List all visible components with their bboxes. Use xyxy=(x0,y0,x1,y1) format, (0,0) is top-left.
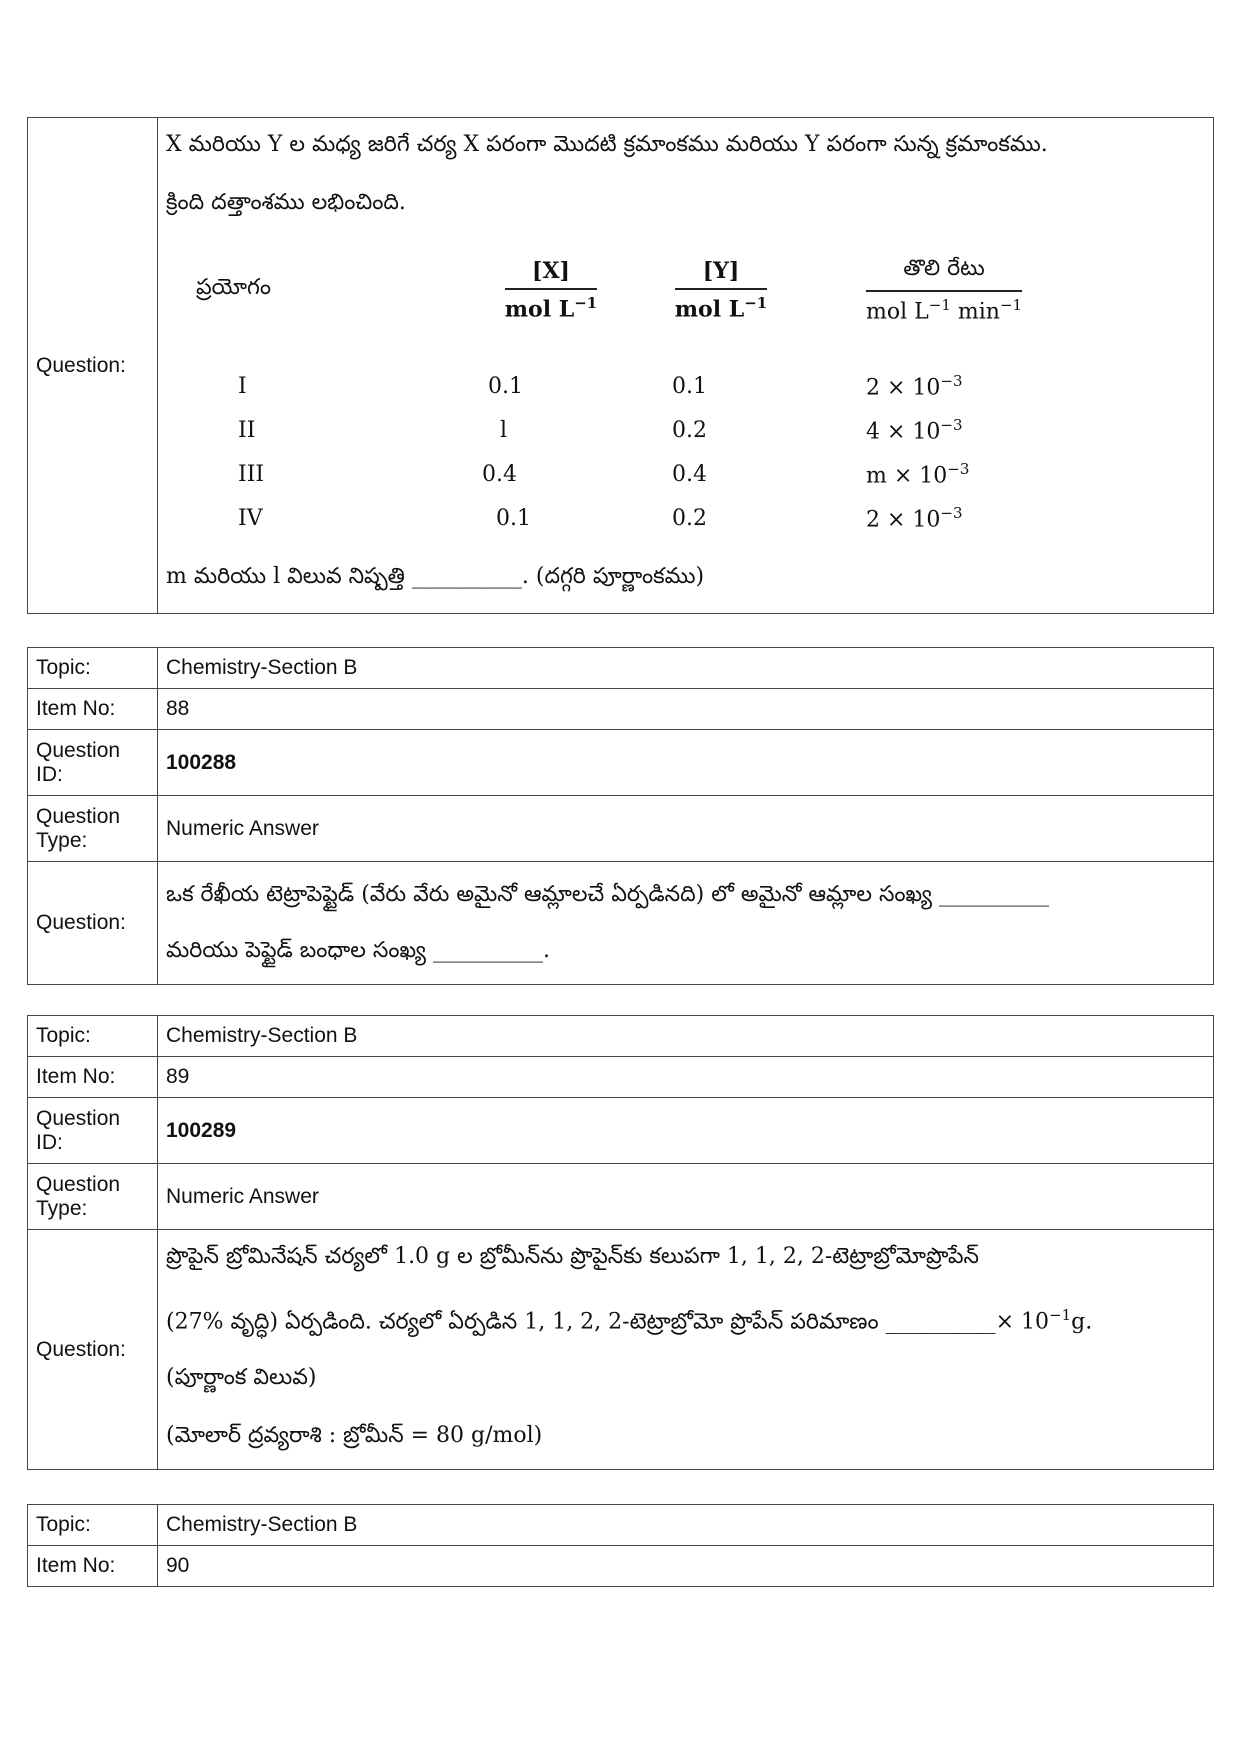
question-line-2: మరియు పెప్టైడ్ బంధాల సంఖ్య __________. xyxy=(166,938,550,963)
question-block-87 xyxy=(27,117,1214,614)
cell-rate: $2 \times 10^{-3}$ xyxy=(866,503,963,533)
question-line-1: ప్రొపైన్ బ్రోమినేషన్ చర్యలో 1.0 g ల బ్రోమీన్‌ను ప్రొపైన్‌కు కలుపగా 1, 1, 2, 2-టెట్రాబ్రోమోప్రొపేన్ xyxy=(166,1244,979,1269)
question-type-label: Question Type: xyxy=(28,1164,158,1230)
col-rate-header: $\frac{\text{తొలి రేటు}}{mol L^{-1} \min^{-1}}$ xyxy=(866,255,1023,325)
question-body xyxy=(158,862,1214,985)
cell-exp: II xyxy=(238,417,256,443)
table-row xyxy=(176,496,1036,540)
cell-x: l xyxy=(500,417,508,443)
table-row xyxy=(176,364,1036,408)
question-body xyxy=(158,118,1214,614)
topic-value: Chemistry-Section B xyxy=(158,1505,1214,1546)
question-line-4: (మోలార్ ద్రవ్యరాశి : బ్రోమీన్ = 80 g/mol) xyxy=(166,1423,543,1449)
cell-rate: $4 \times 10^{-3}$ xyxy=(866,415,963,445)
question-label: Question: xyxy=(28,1230,158,1470)
col-x-header: $\frac{[X]}{mol L^{-1}}$ xyxy=(504,257,598,323)
cell-x: 0.1 xyxy=(496,505,531,531)
question-line-2: క్రింది దత్తాంశము లభించింది. xyxy=(166,190,406,215)
question-line-2: (27% వృద్ధి) ఏర్పడింది. చర్యలో ఏర్పడిన 1, 1, 2, 2-టెట్రాబ్రోమో ప్రొపేన్ పరిమాణం __________× $10^{-1}g$. xyxy=(166,1306,1093,1335)
table-row xyxy=(176,408,1036,452)
item-no-value: 89 xyxy=(158,1057,1214,1098)
question-block-90 xyxy=(27,1504,1214,1587)
rate-data-table xyxy=(176,244,1036,540)
question-block-88 xyxy=(27,647,1214,985)
item-no-label: Item No: xyxy=(28,689,158,730)
question-id-value: 100289 xyxy=(158,1098,1214,1164)
question-body xyxy=(158,1230,1214,1470)
question-id-value: 100288 xyxy=(158,730,1214,796)
col-y-header: $\frac{[Y]}{mol L^{-1}}$ xyxy=(674,257,768,323)
cell-y: 0.2 xyxy=(672,505,707,531)
topic-label: Topic: xyxy=(28,648,158,689)
topic-value: Chemistry-Section B xyxy=(158,1016,1214,1057)
cell-y: 0.4 xyxy=(672,461,707,487)
item-no-label: Item No: xyxy=(28,1057,158,1098)
question-type-label: Question Type: xyxy=(28,796,158,862)
cell-rate: $m \times 10^{-3}$ xyxy=(866,459,970,489)
col-experiment-header: ప్రయోగం xyxy=(196,275,271,300)
cell-y: 0.2 xyxy=(672,417,707,443)
item-no-value: 90 xyxy=(158,1546,1214,1587)
topic-label: Topic: xyxy=(28,1016,158,1057)
topic-value: Chemistry-Section B xyxy=(158,648,1214,689)
question-label: Question: xyxy=(28,862,158,985)
cell-exp: I xyxy=(238,373,247,399)
cell-exp: III xyxy=(238,461,265,487)
item-no-value: 88 xyxy=(158,689,1214,730)
cell-exp: IV xyxy=(238,505,263,531)
question-id-label: Question ID: xyxy=(28,730,158,796)
cell-rate: $2 \times 10^{-3}$ xyxy=(866,371,963,401)
topic-label: Topic: xyxy=(28,1505,158,1546)
question-type-value: Numeric Answer xyxy=(158,796,1214,862)
question-line-last: m మరియు l విలువ నిష్పత్తి __________. (దగ్గరి పూర్ణాంకము) xyxy=(166,564,705,589)
question-line-1: ఒక రేఖీయ టెట్రాపెప్టైడ్ (వేరు వేరు అమైనో ఆమ్లాలచే ఏర్పడినది) లో అమైనో ఆమ్లాల సంఖ్య __________ xyxy=(166,882,1049,907)
question-line-3: (పూర్ణాంక విలువ) xyxy=(166,1365,317,1391)
question-label: Question: xyxy=(28,118,158,614)
question-line-1: X మరియు Y ల మధ్య జరిగే చర్య X పరంగా మొదటి క్రమాంకము మరియు Y పరంగా సున్న క్రమాంకము. xyxy=(166,132,1048,157)
cell-x: 0.4 xyxy=(482,461,517,487)
cell-y: 0.1 xyxy=(672,373,707,399)
question-id-label: Question ID: xyxy=(28,1098,158,1164)
item-no-label: Item No: xyxy=(28,1546,158,1587)
question-type-value: Numeric Answer xyxy=(158,1164,1214,1230)
table-row xyxy=(176,452,1036,496)
question-block-89 xyxy=(27,1015,1214,1470)
cell-x: 0.1 xyxy=(488,373,523,399)
